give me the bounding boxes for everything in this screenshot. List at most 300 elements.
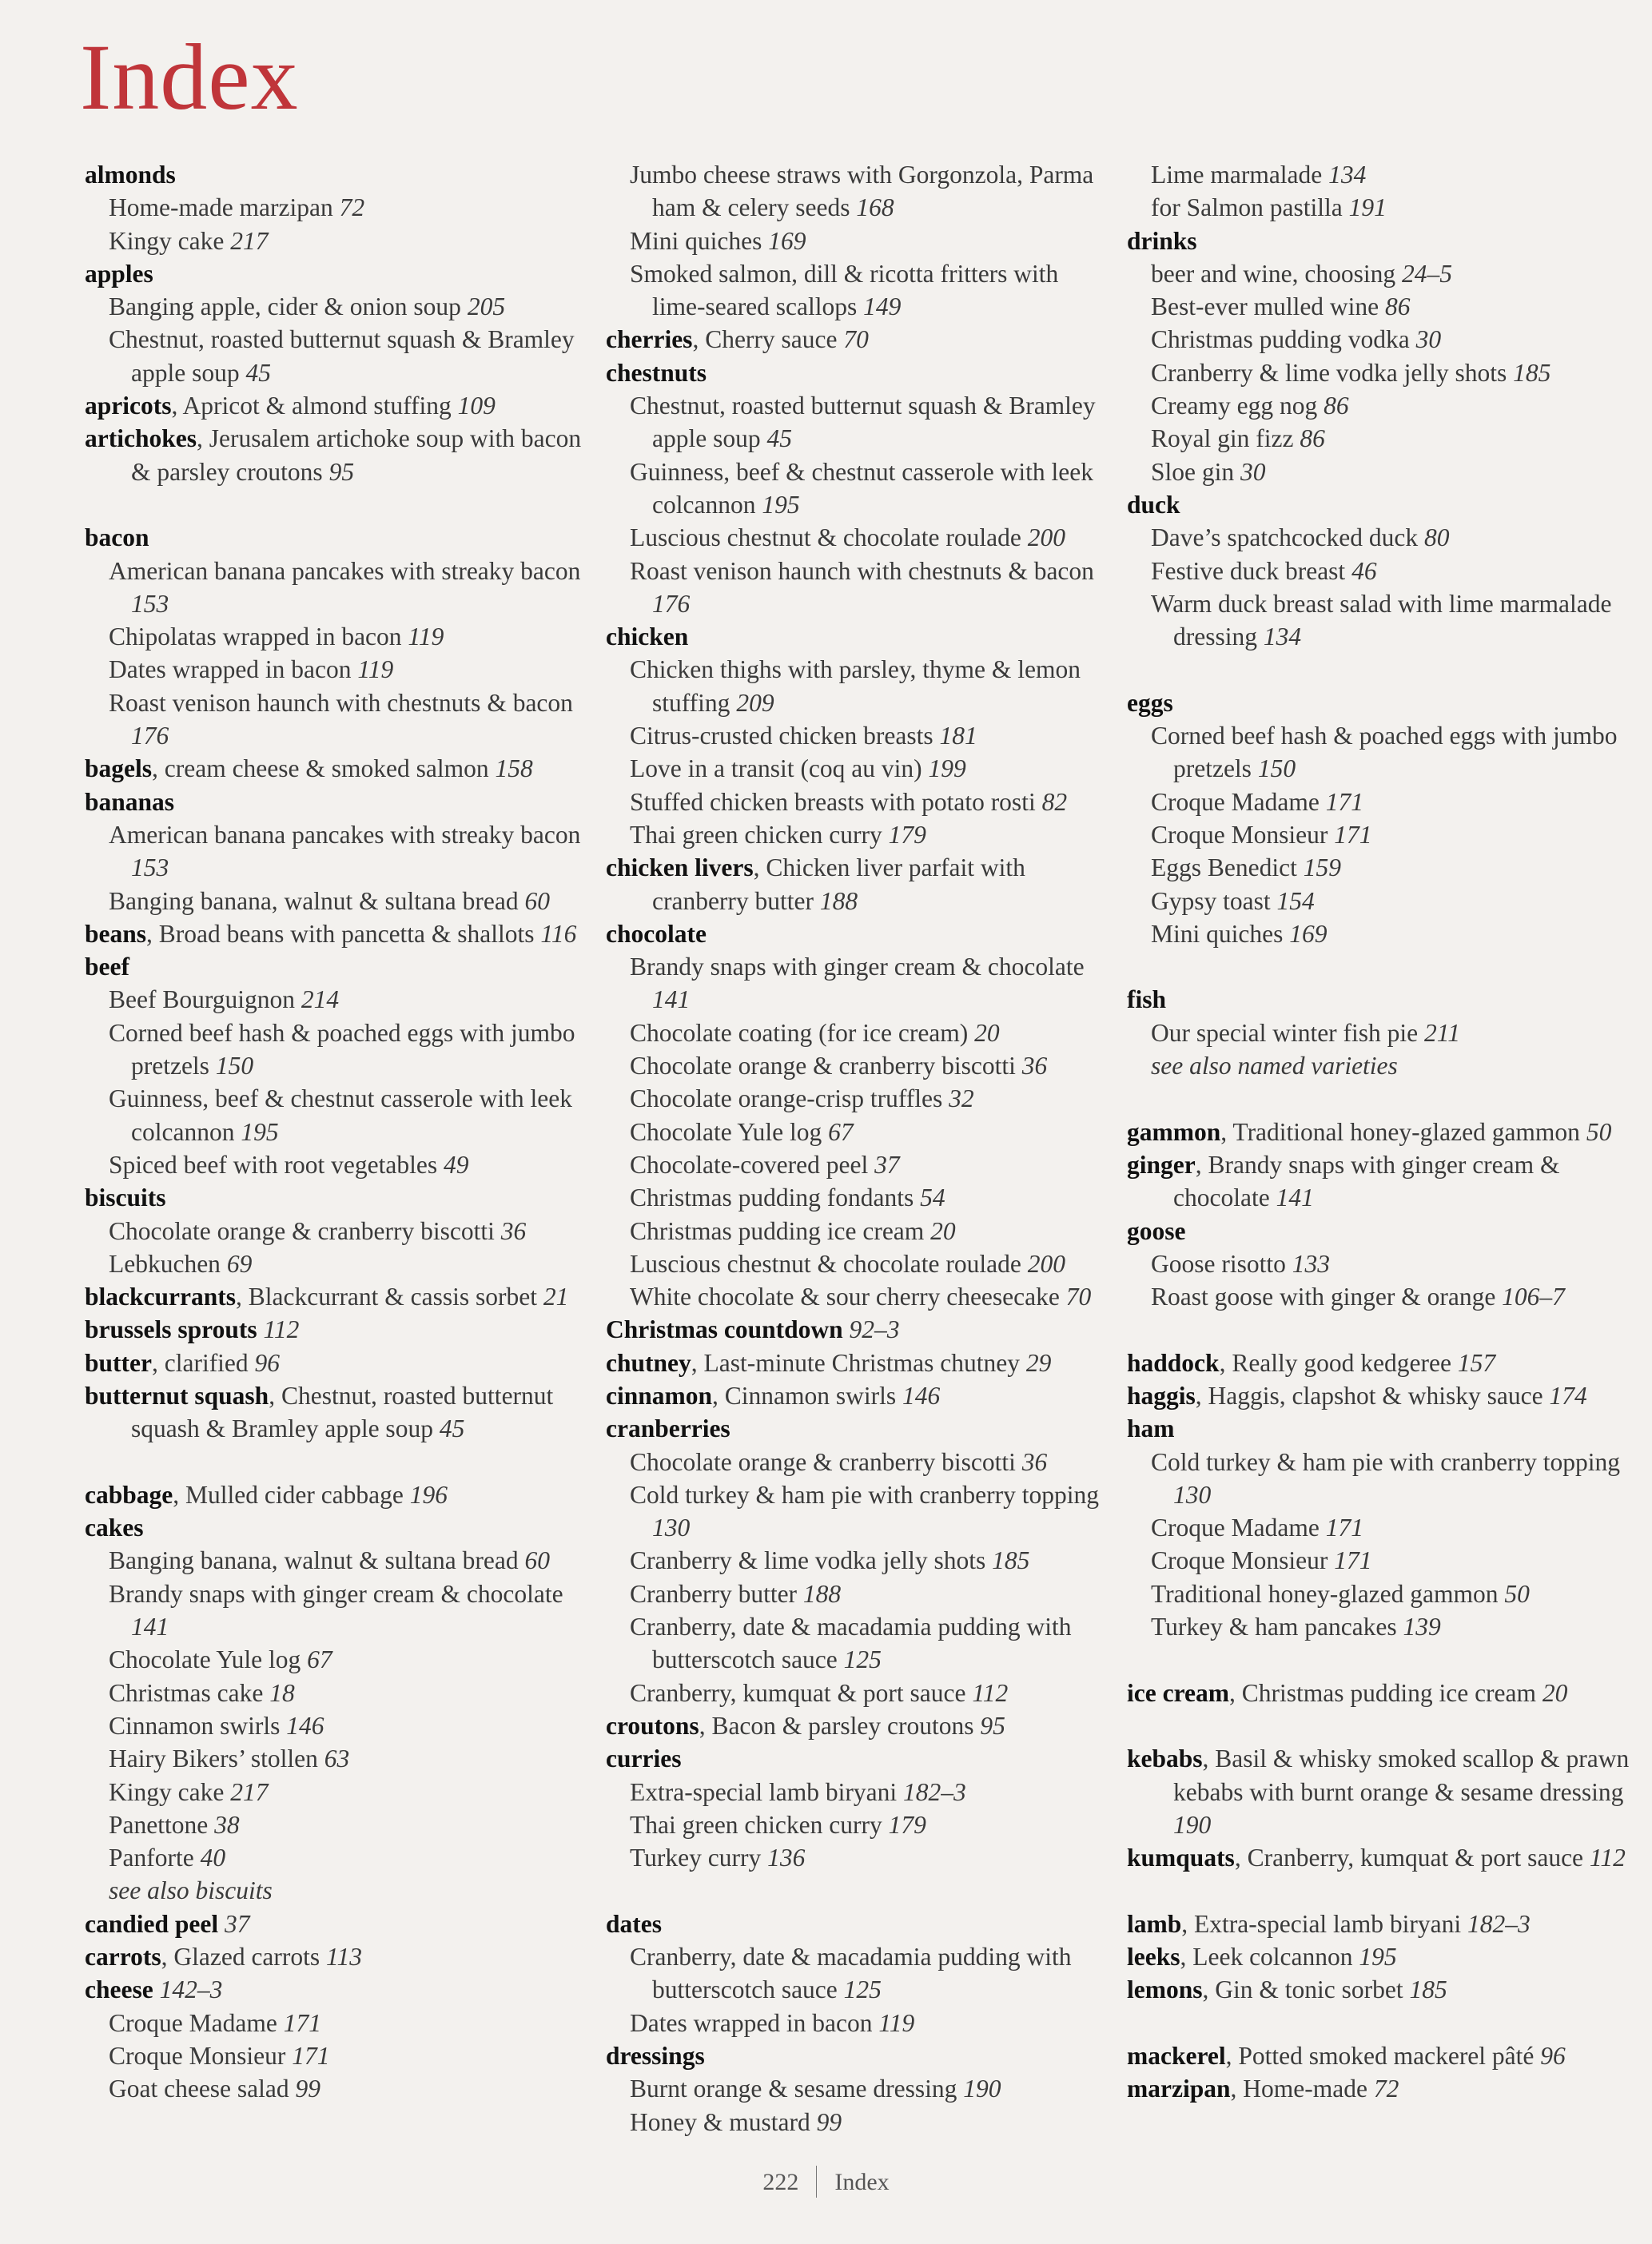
- index-spacer: [1127, 1313, 1638, 1346]
- index-text: , Basil & whisky smoked scallop & prawn kebabs with burnt orange & sesame dressing: [1173, 1745, 1630, 1806]
- index-page-ref: 141: [1276, 1184, 1314, 1212]
- index-subentry: [606, 752, 1117, 785]
- index-subentry: [1127, 885, 1638, 917]
- index-heading: [1127, 1116, 1638, 1148]
- index-heading: [606, 1709, 1117, 1742]
- footer-section: Index: [834, 2169, 890, 2195]
- index-subentry: [1127, 1017, 1638, 1049]
- index-subentry: [85, 1017, 596, 1083]
- index-heading: [85, 1347, 596, 1379]
- index-text: , Gin & tonic sorbet: [1202, 1975, 1410, 2004]
- index-subentry: [606, 950, 1117, 1017]
- index-subentry: [1127, 1578, 1638, 1610]
- index-page-ref: 86: [1300, 424, 1325, 453]
- index-term: cakes: [85, 1514, 144, 1542]
- index-text: Chestnut, roasted butternut squash & Bramley apple soup: [109, 325, 575, 387]
- index-subentry: [85, 1544, 596, 1577]
- index-page-ref: 217: [230, 1777, 269, 1806]
- index-heading: [85, 1908, 596, 1940]
- index-page-ref: 30: [1415, 325, 1442, 354]
- index-page-ref: 171: [1325, 787, 1363, 816]
- index-term: apples: [85, 259, 153, 288]
- index-page-ref: 54: [920, 1184, 945, 1212]
- index-text: Mini quiches: [1151, 919, 1290, 948]
- index-page-ref: 176: [131, 722, 169, 750]
- index-term: mackerel: [1127, 2041, 1226, 2070]
- index-page-ref: 185: [1409, 1975, 1447, 2004]
- index-subentry: [1127, 191, 1638, 224]
- index-page-ref: 40: [200, 1844, 226, 1872]
- index-text: , Last-minute Christmas chutney: [691, 1348, 1026, 1377]
- index-text: Chestnut, roasted butternut squash & Bramley apple soup: [630, 392, 1096, 453]
- index-term: artichokes: [85, 424, 197, 453]
- index-page-ref: 45: [766, 424, 792, 453]
- index-text: Christmas pudding fondants: [630, 1184, 921, 1212]
- index-heading: [1127, 1940, 1638, 1973]
- index-text: beer and wine, choosing: [1151, 259, 1403, 288]
- index-term: drinks: [1127, 226, 1197, 255]
- index-page-ref: 106–7: [1502, 1283, 1565, 1311]
- index-text: , Chestnut, roasted butternut squash & Bramley apple soup: [131, 1381, 554, 1443]
- index-page-ref: 38: [214, 1810, 240, 1839]
- index-text: Banging apple, cider & onion soup: [109, 292, 468, 321]
- index-text: Turkey curry: [630, 1844, 768, 1872]
- index-subentry: [1127, 818, 1638, 851]
- index-subentry: [85, 818, 596, 885]
- index-page-ref: 112: [1589, 1844, 1626, 1872]
- index-term: apricots: [85, 392, 172, 420]
- index-page-ref: 171: [283, 2008, 321, 2037]
- index-heading: [85, 389, 596, 422]
- index-text: Gypsy toast: [1151, 886, 1277, 915]
- index-heading: [606, 1347, 1117, 1379]
- index-subentry: [85, 225, 596, 257]
- index-heading: [606, 620, 1117, 653]
- index-text: , Traditional honey-glazed gammon: [1220, 1117, 1586, 1146]
- index-text: , Cranberry, kumquat & port sauce: [1234, 1844, 1590, 1872]
- index-page-ref: 150: [215, 1052, 254, 1080]
- index-subentry: [606, 1610, 1117, 1677]
- index-text: Dave’s spatchcocked duck: [1151, 523, 1424, 552]
- index-subentry: [606, 1808, 1117, 1841]
- index-text: Chocolate orange-crisp truffles: [630, 1084, 949, 1113]
- index-text: Best-ever mulled wine: [1151, 292, 1386, 321]
- index-heading: [1127, 2039, 1638, 2072]
- index-subentry: [606, 1776, 1117, 1808]
- index-page-ref: 200: [1027, 523, 1065, 552]
- index-page-ref: 169: [768, 226, 806, 255]
- index-heading: [606, 1742, 1117, 1775]
- index-heading: [1127, 1148, 1638, 1215]
- index-page-ref: 171: [1334, 1546, 1372, 1575]
- index-text: Home-made marzipan: [109, 193, 340, 222]
- index-subentry: [1127, 1049, 1638, 1082]
- index-text: , Blackcurrant & cassis sorbet: [236, 1283, 543, 1311]
- index-text: for Salmon pastilla: [1151, 193, 1349, 222]
- index-page-ref: 32: [949, 1084, 974, 1113]
- index-page-ref: 179: [888, 820, 926, 849]
- index-text: [153, 1975, 160, 2003]
- index-heading: [85, 1511, 596, 1544]
- index-page-ref: 181: [939, 722, 977, 750]
- index-spacer: [85, 488, 596, 521]
- index-page-ref: 139: [1403, 1613, 1441, 1641]
- index-term: bananas: [85, 787, 175, 816]
- index-page-ref: 188: [819, 886, 858, 915]
- index-text: Cold turkey & ham pie with cranberry topping: [1151, 1447, 1620, 1476]
- index-text: Banging banana, walnut & sultana bread: [109, 1546, 525, 1575]
- index-text: Traditional honey-glazed gammon: [1151, 1579, 1505, 1608]
- index-text: Warm duck breast salad with lime marmalade dressing: [1151, 589, 1612, 651]
- index-page-ref: 205: [467, 292, 506, 321]
- index-subentry: [85, 1874, 596, 1907]
- index-text: Roast venison haunch with chestnuts & bacon: [630, 556, 1094, 585]
- index-column-3: [1127, 158, 1638, 2106]
- index-page-ref: 176: [652, 589, 691, 618]
- index-term: cranberries: [606, 1414, 730, 1443]
- index-text: Beef Bourguignon: [109, 985, 301, 1014]
- index-heading: [606, 1313, 1117, 1346]
- index-text: Goat cheese salad: [109, 2075, 296, 2103]
- index-page-ref: 190: [1173, 1810, 1212, 1839]
- index-term: haddock: [1127, 1348, 1220, 1377]
- index-text: Roast goose with ginger & orange: [1151, 1283, 1503, 1311]
- index-subentry: [85, 1082, 596, 1148]
- index-term: haggis: [1127, 1381, 1196, 1410]
- index-subentry: [85, 1578, 596, 1644]
- index-page-ref: 69: [226, 1249, 253, 1278]
- index-page-ref: 154: [1276, 886, 1315, 915]
- index-page-ref: 67: [307, 1645, 332, 1674]
- index-heading: [1127, 1215, 1638, 1247]
- index-term: chutney: [606, 1348, 691, 1377]
- index-page-ref: 30: [1240, 457, 1266, 486]
- index-subentry: [606, 225, 1117, 257]
- index-subentry: [606, 1578, 1117, 1610]
- index-page-ref: 96: [1540, 2041, 1566, 2070]
- index-text: , Mulled cider cabbage: [173, 1480, 410, 1509]
- index-term: croutons: [606, 1711, 699, 1740]
- index-text: Mini quiches: [630, 226, 769, 255]
- index-subentry: [1127, 587, 1638, 654]
- index-page-ref: 29: [1025, 1348, 1052, 1377]
- index-text: Hairy Bikers’ stollen: [109, 1745, 324, 1773]
- index-page-ref: 141: [652, 985, 691, 1014]
- index-text: [843, 1315, 850, 1343]
- page-number: 222: [762, 2169, 799, 2195]
- index-page-ref: 36: [500, 1216, 527, 1245]
- index-text: , Really good kedgeree: [1219, 1348, 1458, 1377]
- index-heading: [606, 917, 1117, 950]
- index-heading: [1127, 1347, 1638, 1379]
- index-heading: [85, 1379, 596, 1446]
- index-page-ref: 70: [1065, 1283, 1092, 1311]
- index-subentry: [606, 257, 1117, 324]
- index-text: Extra-special lamb biryani: [630, 1777, 903, 1806]
- index-text: Luscious chestnut & chocolate roulade: [630, 523, 1028, 552]
- index-page-ref: 45: [439, 1414, 465, 1443]
- index-page-ref: 95: [328, 457, 355, 486]
- index-subentry: [85, 1808, 596, 1841]
- index-text: Christmas pudding ice cream: [630, 1216, 931, 1245]
- index-heading: [1127, 983, 1638, 1016]
- index-subentry: [606, 653, 1117, 719]
- index-text: Chocolate coating (for ice cream): [630, 1018, 975, 1047]
- index-subentry: [85, 2072, 596, 2105]
- index-heading: [1127, 1379, 1638, 1412]
- index-term: lamb: [1127, 1909, 1182, 1938]
- index-subentry: [85, 653, 596, 686]
- index-text: Croque Monsieur: [109, 2041, 293, 2070]
- index-subentry: [1127, 1247, 1638, 1280]
- index-text: Stuffed chicken breasts with potato rosti: [630, 787, 1042, 816]
- index-spacer: [1127, 1082, 1638, 1115]
- index-subentry: [606, 2106, 1117, 2139]
- index-subentry: [606, 389, 1117, 456]
- index-subentry: [1127, 422, 1638, 455]
- index-term: candied peel: [85, 1909, 219, 1938]
- index-text: , Home-made: [1230, 2075, 1374, 2103]
- index-heading: [1127, 1908, 1638, 1940]
- index-heading: [1127, 488, 1638, 521]
- index-subentry: [606, 818, 1117, 851]
- index-text: Sloe gin: [1151, 457, 1241, 486]
- index-term: marzipan: [1127, 2075, 1231, 2103]
- index-subentry: [606, 1677, 1117, 1709]
- index-text: Cold turkey & ham pie with cranberry topping: [630, 1480, 1099, 1509]
- index-text: Royal gin fizz: [1151, 424, 1300, 453]
- index-text: Chocolate-covered peel: [630, 1150, 875, 1179]
- index-term: gammon: [1127, 1117, 1221, 1146]
- index-column-2: [606, 158, 1117, 2139]
- index-heading: [606, 323, 1117, 356]
- index-page-ref: 96: [254, 1348, 281, 1377]
- index-page-ref: 99: [816, 2107, 842, 2136]
- index-term: chicken livers: [606, 853, 754, 882]
- index-heading: [606, 851, 1117, 917]
- index-subentry: [1127, 1511, 1638, 1544]
- index-page-ref: 46: [1351, 556, 1377, 585]
- index-subentry: [606, 158, 1117, 225]
- index-term: carrots: [85, 1943, 161, 1971]
- index-subentry: [606, 1841, 1117, 1874]
- index-text: , Jerusalem artichoke soup with bacon & parsley croutons: [131, 424, 582, 486]
- index-page-ref: 171: [1325, 1514, 1363, 1542]
- index-heading: [1127, 225, 1638, 257]
- index-text: American banana pancakes with streaky bacon: [109, 820, 581, 849]
- index-text: Lime marmalade: [1151, 161, 1329, 189]
- index-subentry: [85, 1709, 596, 1742]
- index-page-ref: 20: [930, 1216, 956, 1245]
- index-term: duck: [1127, 490, 1180, 519]
- index-subentry: [606, 1116, 1117, 1148]
- index-page-ref: 70: [843, 325, 869, 354]
- index-page-ref: 109: [457, 392, 496, 420]
- index-term: cheese: [85, 1975, 153, 2004]
- index-term: butter: [85, 1348, 152, 1377]
- index-text: , Extra-special lamb biryani: [1181, 1909, 1468, 1938]
- page-footer: [0, 2166, 1652, 2198]
- index-page-ref: 182–3: [1467, 1909, 1531, 1938]
- index-text: American banana pancakes with streaky bacon: [109, 556, 581, 585]
- index-text: Corned beef hash & poached eggs with jumbo pretzels: [109, 1018, 575, 1080]
- index-page-ref: 134: [1263, 623, 1302, 651]
- index-heading: [1127, 1677, 1638, 1709]
- index-subentry: [606, 1478, 1117, 1545]
- index-subentry: [606, 456, 1117, 522]
- index-page-ref: 195: [762, 490, 800, 519]
- index-subentry: [1127, 786, 1638, 818]
- index-text: Guinness, beef & chestnut casserole with leek colcannon: [630, 457, 1093, 519]
- index-page-ref: 36: [1021, 1447, 1048, 1476]
- index-text: Chocolate orange & cranberry biscotti: [630, 1447, 1022, 1476]
- index-text: , Cinnamon swirls: [712, 1381, 903, 1410]
- index-page-ref: 149: [863, 292, 902, 321]
- index-subentry: [1127, 719, 1638, 786]
- index-text: Chocolate Yule log: [630, 1117, 829, 1146]
- index-text: Guinness, beef & chestnut casserole with leek colcannon: [109, 1084, 572, 1146]
- index-text: Dates wrapped in bacon: [630, 2008, 879, 2037]
- index-page-ref: 141: [131, 1613, 169, 1641]
- index-page-ref: 119: [408, 623, 444, 651]
- index-text: Croque Madame: [1151, 1514, 1326, 1542]
- index-page-ref: 211: [1424, 1018, 1460, 1047]
- index-text: Cranberry & lime vodka jelly shots: [630, 1546, 993, 1575]
- index-page-ref: 112: [972, 1678, 1009, 1707]
- index-heading: [85, 1280, 596, 1313]
- index-heading: [1127, 686, 1638, 719]
- index-text: Corned beef hash & poached eggs with jumbo pretzels: [1151, 722, 1618, 783]
- index-page-ref: 179: [888, 1810, 926, 1839]
- index-term: Christmas countdown: [606, 1315, 843, 1344]
- index-term: lemons: [1127, 1975, 1203, 2004]
- index-heading: [85, 950, 596, 983]
- index-page-ref: 169: [1289, 919, 1328, 948]
- index-text: , Chicken liver parfait with cranberry butter: [652, 853, 1025, 915]
- index-heading: [606, 1412, 1117, 1445]
- index-heading: [85, 521, 596, 554]
- index-page-ref: 20: [1542, 1678, 1568, 1707]
- index-spacer: [1127, 2007, 1638, 2039]
- index-page-ref: 185: [992, 1546, 1030, 1575]
- index-page-ref: 119: [357, 655, 394, 684]
- index-page-ref: 171: [292, 2041, 330, 2070]
- index-text: Roast venison haunch with chestnuts & bacon: [109, 688, 573, 717]
- index-term: dates: [606, 1909, 662, 1938]
- index-subentry: [1127, 389, 1638, 422]
- index-text: Banging banana, walnut & sultana bread: [109, 886, 525, 915]
- index-heading: [606, 1908, 1117, 1940]
- index-spacer: [606, 1874, 1117, 1907]
- index-text: Chicken thighs with parsley, thyme & lemon stuffing: [630, 655, 1081, 717]
- index-term: goose: [1127, 1216, 1186, 1245]
- index-text: Goose risotto: [1151, 1249, 1292, 1278]
- index-subentry: [606, 786, 1117, 818]
- index-page-ref: 50: [1586, 1117, 1612, 1146]
- index-text: Chocolate Yule log: [109, 1645, 308, 1674]
- index-subentry: [606, 1148, 1117, 1181]
- index-subentry: [1127, 1610, 1638, 1643]
- index-page-ref: 49: [444, 1150, 469, 1179]
- index-text: Burnt orange & sesame dressing: [630, 2075, 964, 2103]
- index-text: Croque Monsieur: [1151, 820, 1335, 849]
- index-text: , Brandy snaps with ginger cream & chocolate: [1173, 1150, 1560, 1212]
- index-term: ginger: [1127, 1150, 1196, 1179]
- index-page-ref: 37: [225, 1909, 250, 1938]
- index-term: kumquats: [1127, 1844, 1235, 1872]
- index-subentry: [1127, 158, 1638, 191]
- index-subentry: [606, 1247, 1117, 1280]
- index-text: , Broad beans with pancetta & shallots: [146, 919, 541, 948]
- index-term: almonds: [85, 161, 176, 189]
- index-term: cabbage: [85, 1480, 173, 1509]
- index-text: Thai green chicken curry: [630, 1810, 889, 1839]
- index-text: Luscious chestnut & chocolate roulade: [630, 1249, 1028, 1278]
- index-page-ref: 82: [1041, 787, 1068, 816]
- index-subentry: [85, 1247, 596, 1280]
- index-page-ref: 146: [286, 1711, 324, 1740]
- index-subentry: [606, 1446, 1117, 1478]
- index-term: brussels sprouts: [85, 1315, 257, 1344]
- index-text: Panforte: [109, 1844, 201, 1872]
- index-page-ref: 130: [1173, 1480, 1212, 1509]
- index-page-ref: 214: [301, 985, 340, 1014]
- index-page-ref: 209: [736, 688, 774, 717]
- index-column-1: [85, 158, 596, 2106]
- index-text: , Haggis, clapshot & whisky sauce: [1195, 1381, 1550, 1410]
- index-text: , Glazed carrots: [161, 1943, 327, 1971]
- index-page-ref: 67: [828, 1117, 854, 1146]
- index-subentry: [1127, 851, 1638, 884]
- page-title: Index: [80, 25, 299, 129]
- index-text: Turkey & ham pancakes: [1151, 1613, 1403, 1641]
- index-subentry: [85, 686, 596, 753]
- index-subentry: [606, 1544, 1117, 1577]
- index-subentry: [606, 1082, 1117, 1115]
- index-spacer: [1127, 1874, 1638, 1907]
- index-subentry: [606, 1280, 1117, 1313]
- index-subentry: [85, 885, 596, 917]
- index-page-ref: 182–3: [903, 1777, 966, 1806]
- index-page-ref: 146: [902, 1381, 941, 1410]
- index-subentry: [85, 1215, 596, 1247]
- index-heading: [85, 1313, 596, 1346]
- index-text: Brandy snaps with ginger cream & chocolate: [109, 1579, 563, 1608]
- index-term: dressings: [606, 2041, 705, 2070]
- index-page-ref: 150: [1257, 754, 1296, 783]
- index-page-ref: 119: [878, 2008, 915, 2037]
- index-term: biscuits: [85, 1184, 166, 1212]
- index-page-ref: 112: [263, 1315, 300, 1344]
- index-text: , Leek colcannon: [1180, 1943, 1359, 1971]
- index-subentry: [606, 1049, 1117, 1082]
- index-spacer: [1127, 950, 1638, 983]
- index-heading: [85, 1181, 596, 1214]
- index-heading: [85, 158, 596, 191]
- index-page-ref: 191: [1348, 193, 1387, 222]
- index-page-ref: 199: [928, 754, 966, 783]
- index-page-ref: 190: [963, 2075, 1001, 2103]
- index-heading: [606, 356, 1117, 389]
- index-term: leeks: [1127, 1943, 1180, 1971]
- index-subentry: [1127, 257, 1638, 290]
- index-page-ref: 153: [131, 589, 169, 618]
- index-subentry: [85, 1742, 596, 1775]
- index-heading: [85, 422, 596, 488]
- index-text: Brandy snaps with ginger cream & chocolate: [630, 953, 1085, 981]
- index-term: chestnuts: [606, 358, 707, 387]
- index-page-ref: 60: [524, 886, 550, 915]
